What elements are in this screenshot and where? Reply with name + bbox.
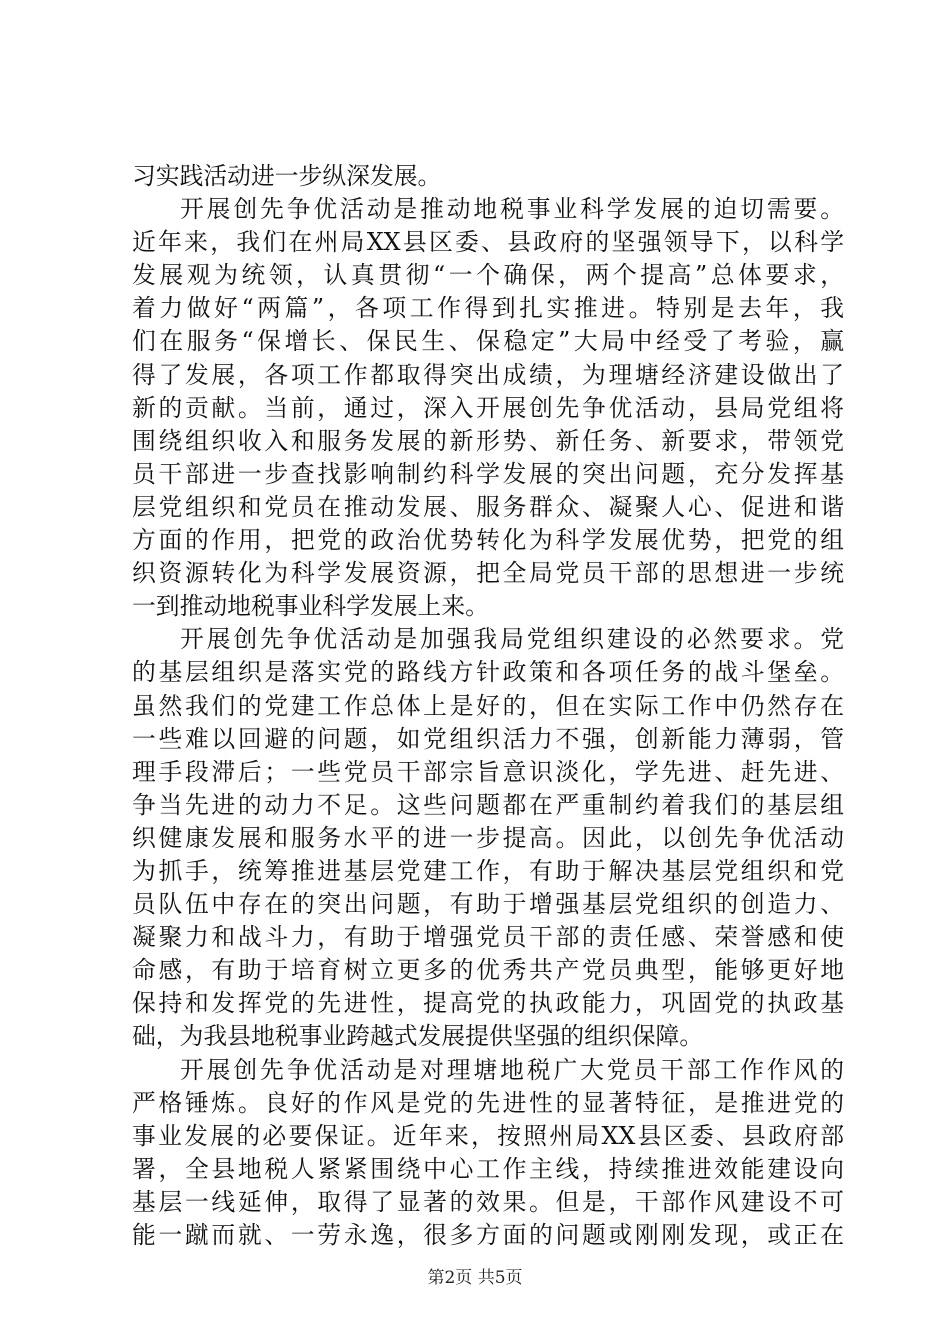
text-line: 一些难以回避的问题，如党组织活力不强，创新能力薄弱，管 <box>132 724 844 753</box>
text-line: 围绕组织收入和服务发展的新形势、新任务、新要求，带领党 <box>132 426 844 455</box>
document-body <box>132 160 844 1252</box>
text-line: 近年来，我们在州局XX县区委、县政府的坚强领导下，以科学 <box>132 228 844 257</box>
text-line: 虽然我们的党建工作总体上是好的，但在实际工作中仍然存在 <box>132 691 844 720</box>
text-line: 开展创先争优活动是对理塘地税广大党员干部工作作风的 <box>180 1055 844 1084</box>
text-line: 层党组织和党员在推动发展、服务群众、凝聚人心、促进和谐 <box>132 492 844 521</box>
text-line: 事业发展的必要保证。近年来，按照州局XX县区委、县政府部 <box>132 1121 844 1150</box>
text-line: 们在服务“保增长、保民生、保稳定”大局中经受了考验，赢 <box>132 327 844 356</box>
text-line: 命感，有助于培育树立更多的优秀共产党员典型，能够更好地 <box>132 956 844 985</box>
text-line: 理手段滞后；一些党员干部宗旨意识淡化，学先进、赶先进、 <box>132 757 844 786</box>
text-line: 保持和发挥党的先进性，提高党的执政能力，巩固党的执政基 <box>132 989 844 1018</box>
text-line: 争当先进的动力不足。这些问题都在严重制约着我们的基层组 <box>132 790 844 819</box>
text-line: 为抓手，统筹推进基层党建工作，有助于解决基层党组织和党 <box>132 856 844 885</box>
text-line: 织健康发展和服务水平的进一步提高。因此，以创先争优活动 <box>132 823 844 852</box>
text-line: 基层一线延伸，取得了显著的效果。但是，干部作风建设不可 <box>132 1187 844 1216</box>
text-line: 员队伍中存在的突出问题，有助于增强基层党组织的创造力、 <box>132 890 844 919</box>
text-line: 得了发展，各项工作都取得突出成绩，为理塘经济建设做出了 <box>132 360 844 389</box>
text-line: 新的贡献。当前，通过，深入开展创先争优活动，县局党组将 <box>132 393 844 422</box>
text-line: 着力做好“两篇”，各项工作得到扎实推进。特别是去年，我 <box>132 294 844 323</box>
text-line: 能一蹴而就、一劳永逸，很多方面的问题或刚刚发现，或正在 <box>132 1221 844 1249</box>
page-footer: 第2页 共5页 <box>427 1268 523 1288</box>
text-line: 的基层组织是落实党的路线方针政策和各项任务的战斗堡垒。 <box>132 658 844 687</box>
text-line: 开展创先争优活动是推动地税事业科学发展的迫切需要。 <box>180 195 844 224</box>
text-line: 开展创先争优活动是加强我局党组织建设的必然要求。党 <box>180 625 844 654</box>
text-line: 发展观为统领，认真贯彻“一个确保，两个提高”总体要求， <box>132 261 844 290</box>
text-line: 织资源转化为科学发展资源，把全局党员干部的思想进一步统 <box>132 559 844 588</box>
text-line: 凝聚力和战斗力，有助于增强党员干部的责任感、荣誉感和使 <box>132 923 844 952</box>
text-line: 础，为我县地税事业跨越式发展提供坚强的组织保障。 <box>132 1022 704 1051</box>
text-line: 方面的作用，把党的政治优势转化为科学发展优势，把党的组 <box>132 526 844 555</box>
text-line: 严格锤炼。良好的作风是党的先进性的显著特征，是推进党的 <box>132 1088 844 1117</box>
text-line: 署，全县地税人紧紧围绕中心工作主线，持续推进效能建设向 <box>132 1154 844 1183</box>
text-line: 习实践活动进一步纵深发展。 <box>132 162 442 190</box>
text-line: 员干部进一步查找影响制约科学发展的突出问题，充分发挥基 <box>132 459 844 488</box>
text-line: 一到推动地税事业科学发展上来。 <box>132 592 489 621</box>
